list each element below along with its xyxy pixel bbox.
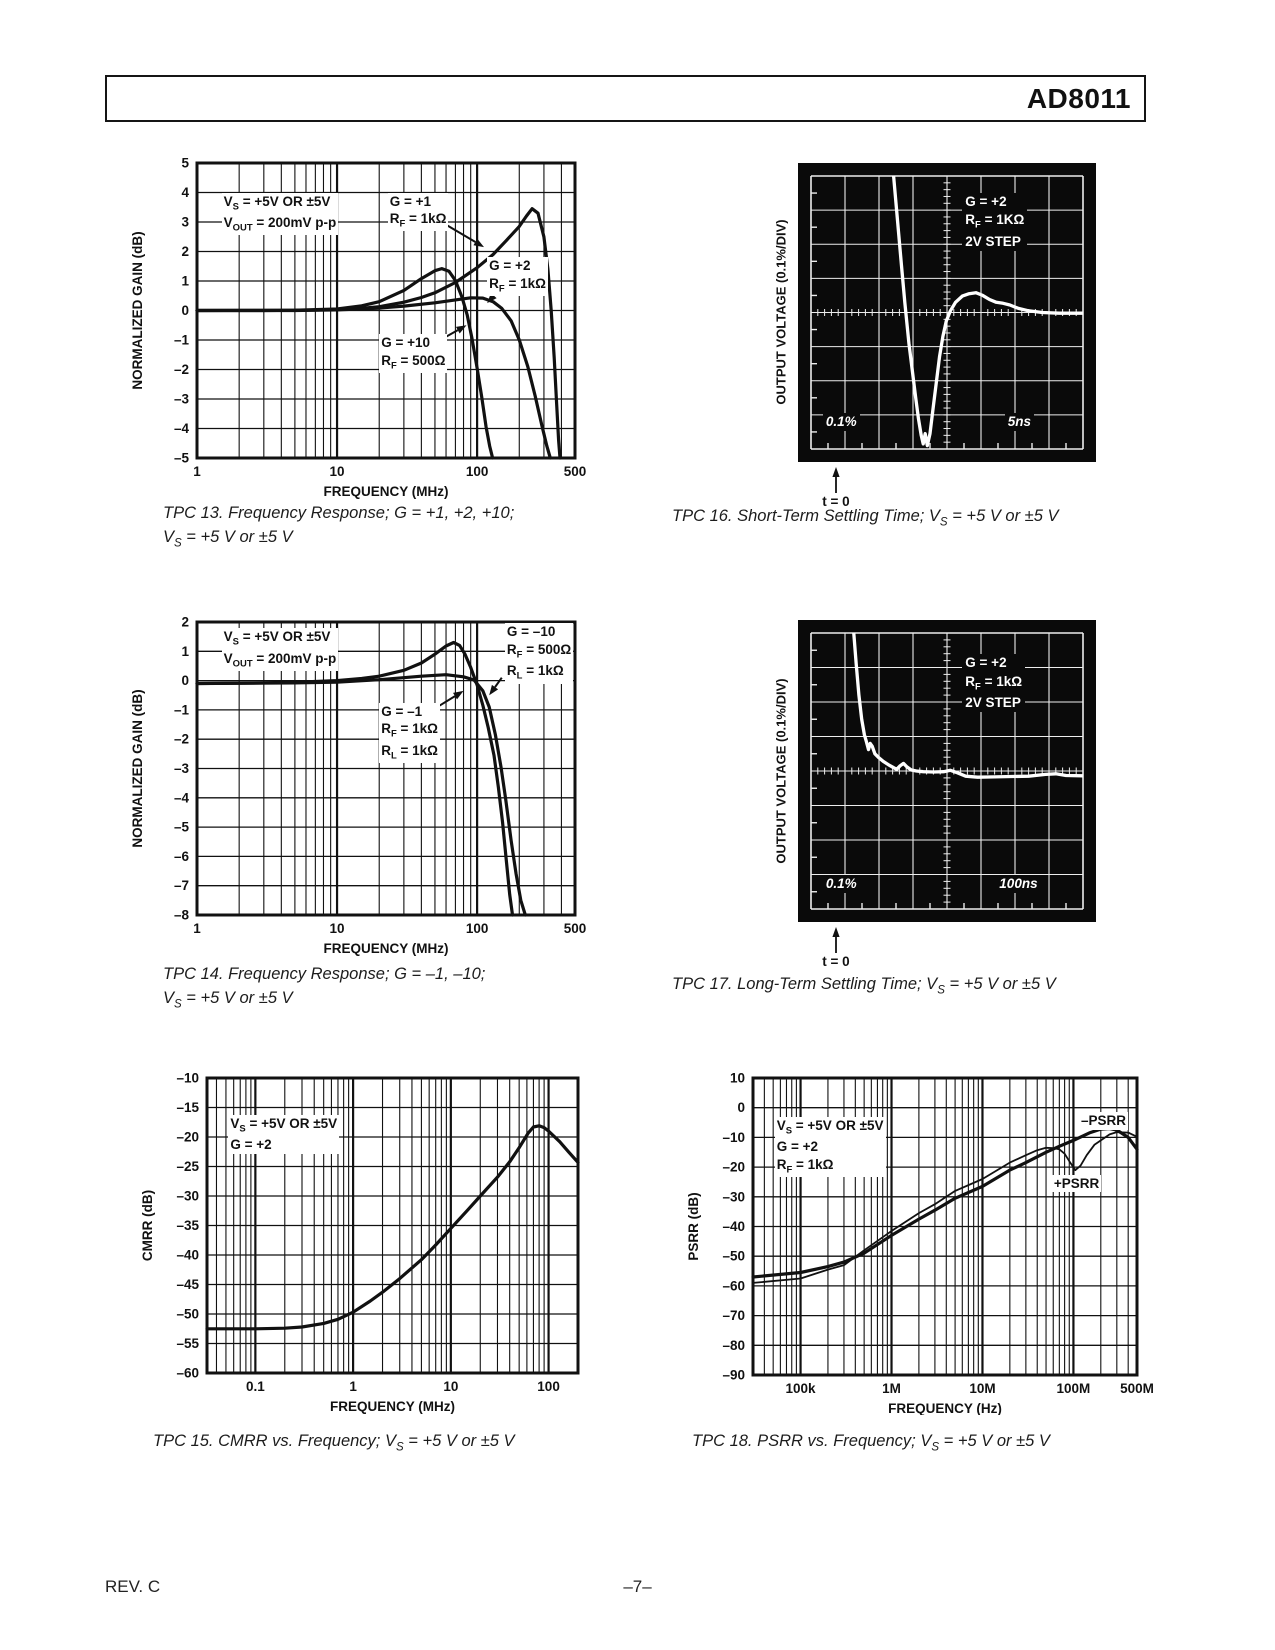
tpc13-svg [105, 140, 605, 500]
svg-text:FREQUENCY (MHz): FREQUENCY (MHz) [329, 1399, 456, 1414]
svg-text:4: 4 [181, 185, 189, 200]
tpc13-chart [105, 140, 605, 505]
tpc15-chart [105, 1015, 625, 1420]
svg-text:–8: –8 [173, 907, 189, 923]
svg-text:100: 100 [465, 464, 489, 479]
tpc13-annotation-1: G = +1 $R_F = 1k\Omega$ [389, 193, 447, 230]
part-number: AD8011 [1026, 82, 1131, 114]
svg-text:0: 0 [737, 1100, 745, 1116]
svg-text:1: 1 [193, 921, 201, 936]
svg-text:–45: –45 [176, 1277, 199, 1292]
svg-text:–20: –20 [176, 1129, 199, 1145]
tpc15-svg [105, 1015, 625, 1415]
svg-text:10M: 10M [969, 1381, 996, 1396]
svg-text:500M: 500M [1120, 1381, 1154, 1396]
tpc13-caption-line2: $V_S = +5$ V or ±5 V [163, 527, 293, 550]
svg-text:–15: –15 [176, 1100, 199, 1115]
svg-text:–60: –60 [722, 1278, 745, 1294]
svg-text:–4: –4 [173, 790, 189, 806]
figure-tpc15 [105, 1015, 635, 1475]
svg-text:500: 500 [563, 464, 587, 479]
tpc17-chart [798, 620, 1096, 927]
tpc16-scale-label: 0.1% [823, 413, 860, 431]
tpc16-ylabel: OUTPUT VOLTAGE (0.1%/DIV) [773, 219, 789, 405]
svg-text:FREQUENCY (Hz): FREQUENCY (Hz) [888, 1401, 1002, 1415]
tpc14-caption [163, 963, 485, 1013]
svg-text:100: 100 [537, 1379, 560, 1394]
tpc18-annotation-0: $V_S = +5V$ OR ±5V G = +2 $R_F = 1k\Omega$ [776, 1117, 884, 1176]
svg-text:–60: –60 [176, 1365, 199, 1381]
svg-text:–25: –25 [176, 1159, 199, 1174]
tpc14-annotation-2: G = –1 $R_F = 1k\Omega$ $R_L = 1k\Omega$ [381, 703, 438, 762]
tpc13-annotation-2: G = +2 $R_F = 1k\Omega$ [489, 258, 546, 295]
svg-text:–6: –6 [173, 848, 189, 864]
svg-text:CMRR (dB): CMRR (dB) [140, 1189, 155, 1262]
svg-text:NORMALIZED GAIN (dB): NORMALIZED GAIN (dB) [130, 689, 145, 848]
svg-text:PSRR (dB): PSRR (dB) [686, 1192, 701, 1261]
tpc17-ylabel: OUTPUT VOLTAGE (0.1%/DIV) [773, 678, 789, 864]
svg-text:–50: –50 [722, 1248, 745, 1264]
figure-tpc14 [105, 575, 620, 1015]
svg-text:0.1: 0.1 [245, 1379, 265, 1394]
tpc13-annotation-0: $V_S = +5V$ OR ±5V $V_{OUT} = 200mV$ p-p [223, 193, 337, 234]
tpc14-caption-line2: $V_S = +5$ V or ±5 V [163, 988, 293, 1011]
tpc15-caption [153, 1430, 515, 1456]
svg-text:2: 2 [181, 614, 189, 630]
svg-text:–3: –3 [173, 391, 189, 407]
svg-text:10: 10 [443, 1379, 459, 1394]
tpc16-scope [798, 163, 1096, 462]
svg-text:FREQUENCY (MHz): FREQUENCY (MHz) [323, 941, 449, 956]
tpc14-caption-line1: TPC 14. Frequency Response; G = –1, –10; [163, 965, 486, 983]
header-bar [105, 75, 1146, 122]
up-arrow-icon [831, 467, 841, 494]
svg-text:–40: –40 [176, 1247, 199, 1263]
tpc17-settings-label: G = +2 $R_F = 1k\Omega$ 2V STEP [962, 654, 1025, 712]
svg-text:500: 500 [563, 921, 587, 936]
tpc15-caption-line1: TPC 15. CMRR vs. Frequency; $V_S = +5$ V or ±5 V [153, 1432, 515, 1454]
svg-text:–35: –35 [176, 1218, 199, 1233]
svg-text:10: 10 [329, 921, 345, 936]
tpc16-timebase-label: 5ns [1005, 413, 1034, 431]
svg-text:–20: –20 [722, 1159, 745, 1175]
figure-tpc18 [650, 1015, 1180, 1475]
tpc16-settings-label: G = +2 $R_F = 1K\Omega$ 2V STEP [962, 193, 1027, 251]
svg-text:–2: –2 [173, 731, 189, 747]
svg-text:1: 1 [181, 643, 189, 659]
svg-text:–5: –5 [173, 819, 189, 835]
svg-text:–5: –5 [173, 450, 189, 466]
up-arrow-icon [831, 927, 841, 954]
tpc16-caption-line1: TPC 16. Short-Term Settling Time; $V_S = +5$ V or ±5 V [672, 507, 1059, 529]
svg-text:–70: –70 [722, 1308, 745, 1324]
tpc17-timebase-label: 100ns [996, 875, 1040, 893]
tpc18-caption-line1: TPC 18. PSRR vs. Frequency; $V_S = +5$ V or ±5 V [692, 1432, 1050, 1454]
revision-label: REV. C [105, 1577, 161, 1596]
svg-text:2: 2 [181, 244, 189, 259]
tpc13-caption [163, 502, 514, 552]
figure-tpc17 [660, 575, 1175, 1015]
svg-text:1: 1 [349, 1379, 357, 1394]
figure-tpc13 [105, 140, 620, 570]
tpc18-annotation-1: –PSRR [1080, 1113, 1126, 1129]
svg-text:–30: –30 [176, 1188, 199, 1204]
tpc17-caption [672, 973, 1056, 999]
svg-text:–10: –10 [176, 1070, 199, 1086]
tpc13-annotation-3: G = +10 $R_F = 500\Omega$ [381, 335, 446, 372]
svg-text:FREQUENCY (MHz): FREQUENCY (MHz) [323, 484, 449, 499]
t-zero-marker [806, 927, 866, 970]
t-zero-label: t = 0 [822, 954, 850, 969]
svg-text:100M: 100M [1056, 1381, 1091, 1396]
svg-text:1: 1 [181, 273, 189, 289]
tpc18-svg [650, 1015, 1170, 1415]
svg-text:100: 100 [465, 921, 489, 936]
svg-text:–10: –10 [722, 1129, 745, 1145]
t-zero-marker [806, 467, 866, 510]
tpc15-annotation-0: $V_S = +5V$ OR ±5V G = +2 [230, 1116, 338, 1153]
svg-text:–40: –40 [722, 1219, 745, 1234]
svg-text:0: 0 [181, 673, 189, 689]
tpc14-chart [105, 575, 605, 965]
svg-text:–90: –90 [722, 1367, 745, 1383]
svg-text:5: 5 [181, 155, 189, 171]
tpc14-annotation-1: G = –10 $R_F = 500\Omega$ $R_L = 1k\Omega$ [506, 624, 572, 683]
tpc17-caption-line1: TPC 17. Long-Term Settling Time; $V_S = +5$ V or ±5 V [672, 975, 1056, 997]
svg-text:–3: –3 [173, 761, 189, 776]
tpc17-scale-label: 0.1% [823, 875, 860, 893]
tpc18-chart [650, 1015, 1170, 1420]
tpc13-caption-line1: TPC 13. Frequency Response; G = +1, +2, +10; [163, 504, 515, 522]
svg-text:–50: –50 [176, 1306, 199, 1322]
figure-tpc16 [660, 140, 1175, 570]
tpc16-caption [672, 505, 1059, 531]
svg-text:1M: 1M [882, 1381, 901, 1396]
tpc18-caption [692, 1430, 1050, 1456]
tpc17-scope [798, 620, 1096, 922]
svg-text:10: 10 [329, 464, 345, 479]
svg-text:–7: –7 [173, 878, 189, 894]
tpc18-annotation-2: +PSRR [1053, 1175, 1100, 1191]
svg-text:0: 0 [181, 303, 189, 318]
svg-text:10: 10 [729, 1070, 745, 1086]
svg-text:–1: –1 [173, 332, 189, 348]
t-zero-label: t = 0 [822, 494, 850, 509]
svg-text:–1: –1 [173, 702, 189, 718]
tpc16-chart [798, 163, 1096, 467]
tpc14-annotation-0: $V_S = +5V$ OR ±5V $V_{OUT} = 200mV$ p-p [223, 629, 337, 670]
svg-text:–80: –80 [722, 1337, 745, 1353]
svg-text:3: 3 [181, 214, 189, 230]
svg-text:–55: –55 [176, 1336, 199, 1351]
svg-text:–4: –4 [173, 421, 189, 436]
svg-text:NORMALIZED GAIN (dB): NORMALIZED GAIN (dB) [130, 231, 145, 390]
svg-text:–2: –2 [173, 362, 189, 377]
svg-text:100k: 100k [785, 1381, 816, 1396]
svg-text:1: 1 [193, 464, 201, 479]
svg-text:–30: –30 [722, 1189, 745, 1205]
page-number: –7– [623, 1577, 652, 1596]
